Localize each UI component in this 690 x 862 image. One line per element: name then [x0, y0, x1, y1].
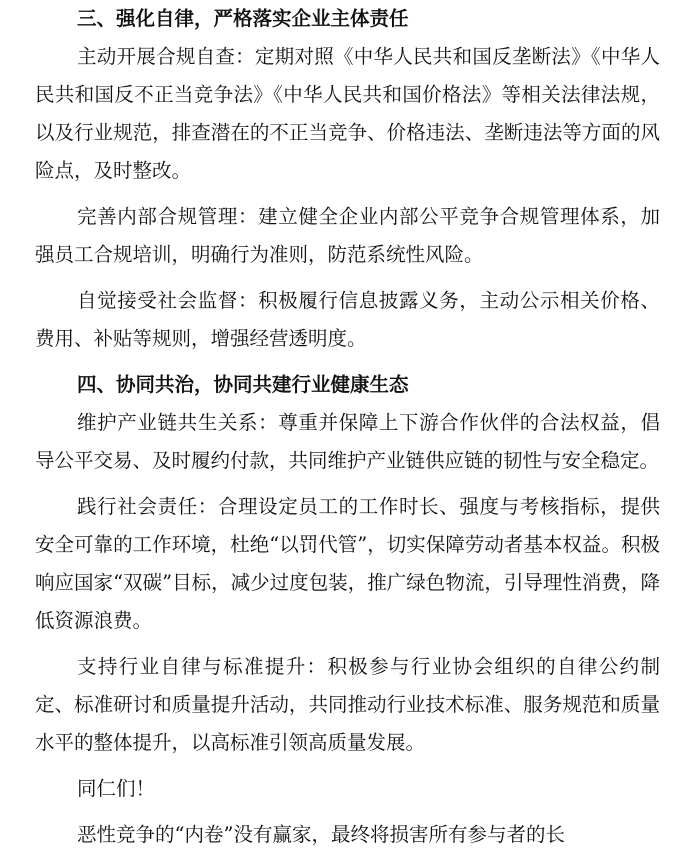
section-4-heading: 四、协同共治，协同共建行业健康生态 — [77, 373, 409, 396]
section-4-paragraph-3 — [35, 648, 660, 762]
paragraph-lead: 自觉接受社会监督： — [77, 289, 259, 312]
paragraph-lead: 维护产业链共生关系： — [77, 411, 279, 434]
closing-paragraph: 恶性竞争的“内卷”没有赢家，最终将损害所有参与者的长 — [77, 823, 565, 846]
paragraph-lead: 支持行业自律与标准提升： — [77, 655, 328, 678]
paragraph-body: 定期对照《中华人民共和国反垄断法》《中华人民共和国反不正当竞争法》《中华人民共和国价格法》等相关法律法规，以及行业规范，排查潜在的不正当竞争、价格违法、垄断违法等方面的风险点，及时整改。 — [35, 45, 660, 182]
paragraph-lead: 践行社会责任： — [77, 495, 218, 518]
section-3-heading: 三、强化自律，严格落实企业主体责任 — [77, 7, 409, 30]
section-3-paragraph-2 — [35, 198, 660, 274]
salutation: 同仁们！ — [77, 777, 156, 800]
document-body — [35, 0, 660, 862]
section-3-paragraph-1 — [35, 38, 660, 190]
paragraph-body: 合理设定员工的工作时长、强度与考核指标，提供安全可靠的工作环境，杜绝“以罚代管”，切实保障劳动者基本权益。积极响应国家“双碳”目标，减少过度包装，推广绿色物流，引导理性消费，降低资源浪费。 — [35, 495, 660, 632]
section-4-paragraph-2 — [35, 488, 660, 640]
section-3-paragraph-3 — [35, 282, 660, 358]
paragraph-body: 尊重并保障上下游合作伙伴的合法权益，倡导公平交易、及时履约付款，共同维护产业链供应链的韧性与安全稳定。 — [35, 411, 660, 472]
paragraph-lead: 完善内部合规管理： — [77, 205, 259, 228]
section-4-paragraph-1 — [35, 404, 660, 480]
paragraph-body: 积极参与行业协会组织的自律公约制定、标准研讨和质量提升活动，共同推动行业技术标准、服务规范和质量水平的整体提升，以高标准引领高质量发展。 — [35, 655, 660, 754]
paragraph-body: 建立健全企业内部公平竞争合规管理体系，加强员工合规培训，明确行为准则，防范系统性风险。 — [35, 205, 660, 266]
paragraph-body: 积极履行信息披露义务，主动公示相关价格、费用、补贴等规则，增强经营透明度。 — [35, 289, 660, 350]
paragraph-lead: 主动开展合规自查： — [77, 45, 255, 68]
